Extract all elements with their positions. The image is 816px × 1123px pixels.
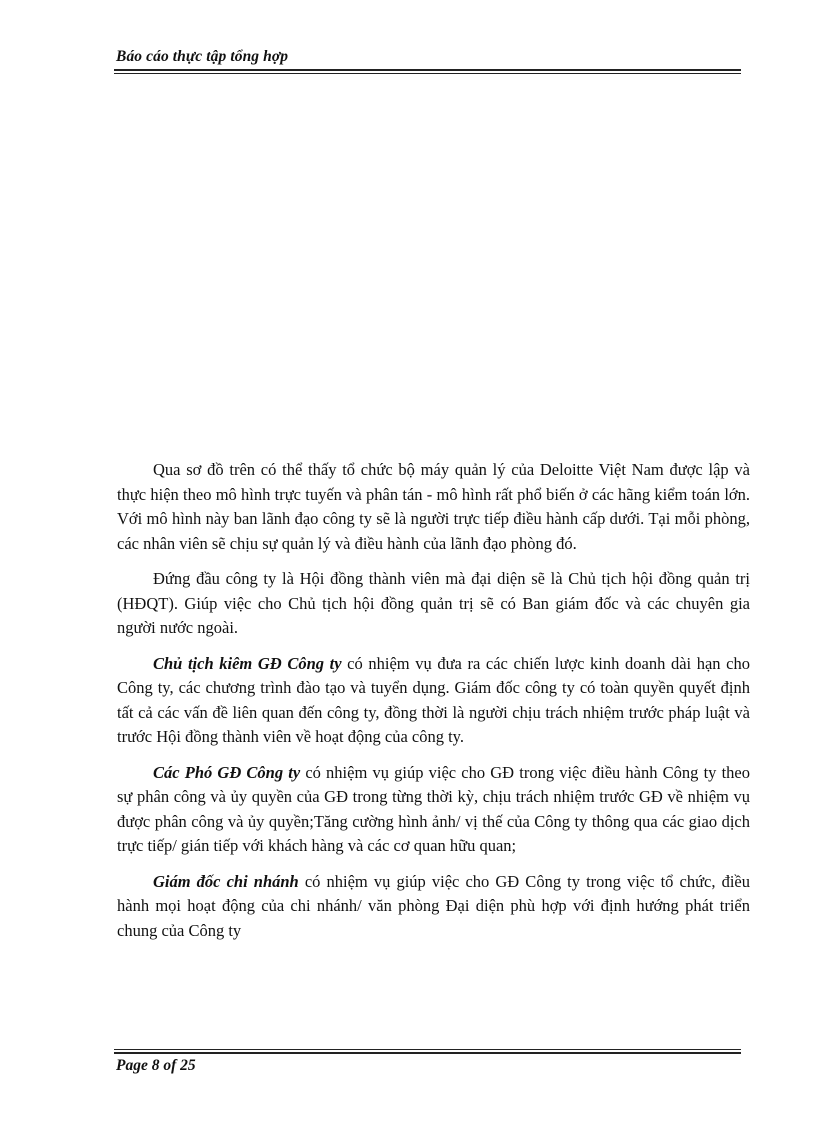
paragraph-4 [117,761,750,859]
paragraph-2 [117,567,750,641]
paragraph-4-text: có nhiệm vụ giúp việc cho GĐ trong việc điều hành Công ty theo sự phân công và ủy quyền của GĐ trong từng thời kỳ, chịu trách nhiệm trước GĐ về nhiệm vụ được phân công và ủy quyền;Tăng cường hình ảnh/ vị thế của Công ty thông qua các giao dịch trực tiếp/ gián tiếp với khách hàng và các cơ quan hữu quan; [117,762,750,855]
paragraph-1 [117,458,750,556]
footer-rule [114,1052,741,1054]
paragraph-2-text: Đứng đầu công ty là Hội đồng thành viên mà đại diện sẽ là Chủ tịch hội đồng quản trị (HĐQT). Giúp việc cho Chủ tịch hội đồng quản trị sẽ có Ban giám đốc và các chuyên gia người nước ngoài. [117,569,750,637]
paragraph-3-lead: Chủ tịch kiêm GĐ Công ty [153,653,342,673]
footer-rule-thin [114,1049,741,1050]
paragraph-4-lead: Các Phó GĐ Công ty [153,762,301,782]
footer-page-number: Page 8 of 25 [116,1057,196,1074]
paragraph-5 [117,870,750,944]
header-rule-thin [114,73,741,74]
body-text [117,458,750,954]
paragraph-1-text: Qua sơ đồ trên có thể thấy tổ chức bộ máy quản lý của Deloitte Việt Nam được lập và thực hiện theo mô hình trực tuyến và phân tán - mô hình rất phổ biến ở các hãng kiểm toán lớn. Với mô hình này ban lãnh đạo công ty sẽ là người trực tiếp điều hành cấp dưới. Tại mỗi phòng, các nhân viên sẽ chịu sự quản lý và điều hành của lãnh đạo phòng đó. [117,460,750,553]
paragraph-3-text: có nhiệm vụ đưa ra các chiến lược kinh doanh dài hạn cho Công ty, các chương trình đào tạo và tuyển dụng. Giám đốc công ty có toàn quyền quyết định tất cả các vấn đề liên quan đến công ty, đồng thời là người chịu trách nhiệm trước pháp luật và trước Hội đồng thành viên về hoạt động của công ty. [117,653,750,746]
paragraph-5-text: có nhiệm vụ giúp việc cho GĐ Công ty trong việc tổ chức, điều hành mọi hoạt động của chi nhánh/ văn phòng Đại diện phù hợp với định hướng phát triển chung của Công ty [117,871,750,940]
header-rule [114,69,741,71]
header-title: Báo cáo thực tập tổng hợp [116,48,289,65]
paragraph-5-lead: Giám đốc chi nhánh [153,871,299,891]
paragraph-3 [117,652,750,750]
